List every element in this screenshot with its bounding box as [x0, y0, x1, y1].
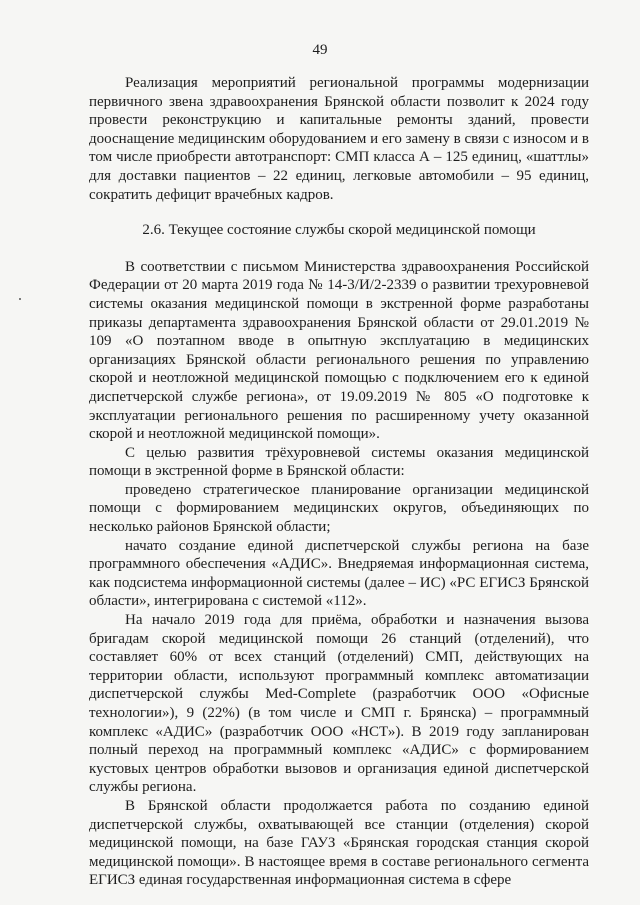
page-number: 49 [312, 42, 328, 58]
scan-speck [19, 298, 21, 300]
paragraph-ministry-letter: В соответствии с письмом Министерства здравоохранения Российской Федерации от 20 марта 2019 года № 14-3/И/2-2339 о развитии трехуровневой системы оказания медицинской помощи в экстренной форме разработаны приказы департамента здравоохранения Брянской области от 29.01.2019 № 109 «О поэтапном вводе в опытную эксплуатацию в медицинских организациях Брянской области регионального решения по управлению скорой и неотложной медицинской помощью с подключением его к единой диспетчерской службе региона», от 19.09.2019 № 805 «О подготовке к эксплуатации регионального решения по расширенному учету оказанной скорой и неотложной медицинской помощи». [89, 258, 589, 443]
paragraph-strategic-planning: проведено стратегическое планирование организации медицинской помощи с формированием медицинских округов, объединяющих по несколько районов Брянской области; [89, 481, 589, 536]
paragraph-three-level-system: С целью развития трёхуровневой системы оказания медицинской помощи в экстренной форме в Брянской области: [89, 444, 589, 480]
document-body [89, 74, 589, 890]
section-heading: 2.6. Текущее состояние службы скорой медицинской помощи [142, 222, 536, 239]
paragraph-dispatch-creation: начато создание единой диспетчерской службы региона на базе программного обеспечения «АДИС». Внедряемая информационная система, как подсистема информационной системы (далее – ИС) «РС ЕГИСЗ Брянской области», интегрирована с системой «112». [89, 537, 589, 610]
paragraph-dispatch-work: В Брянской области продолжается работа по созданию единой диспетчерской службы, охватывающей все станции (отделения) скорой медицинской помощи, на базе ГАУЗ «Брянская городская станция скорой медицинской помощи». В настоящее время в составе регионального сегмента ЕГИСЗ единая государственная информационная система в сфере [89, 797, 589, 889]
paragraph-software-2019: На начало 2019 года для приёма, обработки и назначения вызова бригадам скорой медицинской помощи 26 станций (отделений), что составляет 60% от всех станций (отделений) СМП, действующих на территории области, используют программный комплекс автоматизации диспетчерской службы Med-Complete (разработчик ООО «Офисные технологии»), 9 (22%) (в том числе и СМП г. Брянска) – программный комплекс «АДИС» (разработчик ООО «НСТ»). В 2019 году запланирован полный переход на программный комплекс «АДИС» с формированием кустовых центров обработки вызовов и организация единой диспетчерской службы региона. [89, 612, 589, 796]
paragraph-modernization: Реализация мероприятий региональной программы модернизации первичного звена здравоохранения Брянской области позволит к 2024 году провести реконструкцию и капитальные ремонты зданий, провести дооснащение медицинским оборудованием и его замену в связи с износом и в том числе приобрести автотранспорт: СМП класса А – 125 единиц, «шаттлы» для доставки пациентов – 22 единиц, легковые автомобили – 95 единиц, сократить дефицит врачебных кадров. [89, 75, 589, 203]
